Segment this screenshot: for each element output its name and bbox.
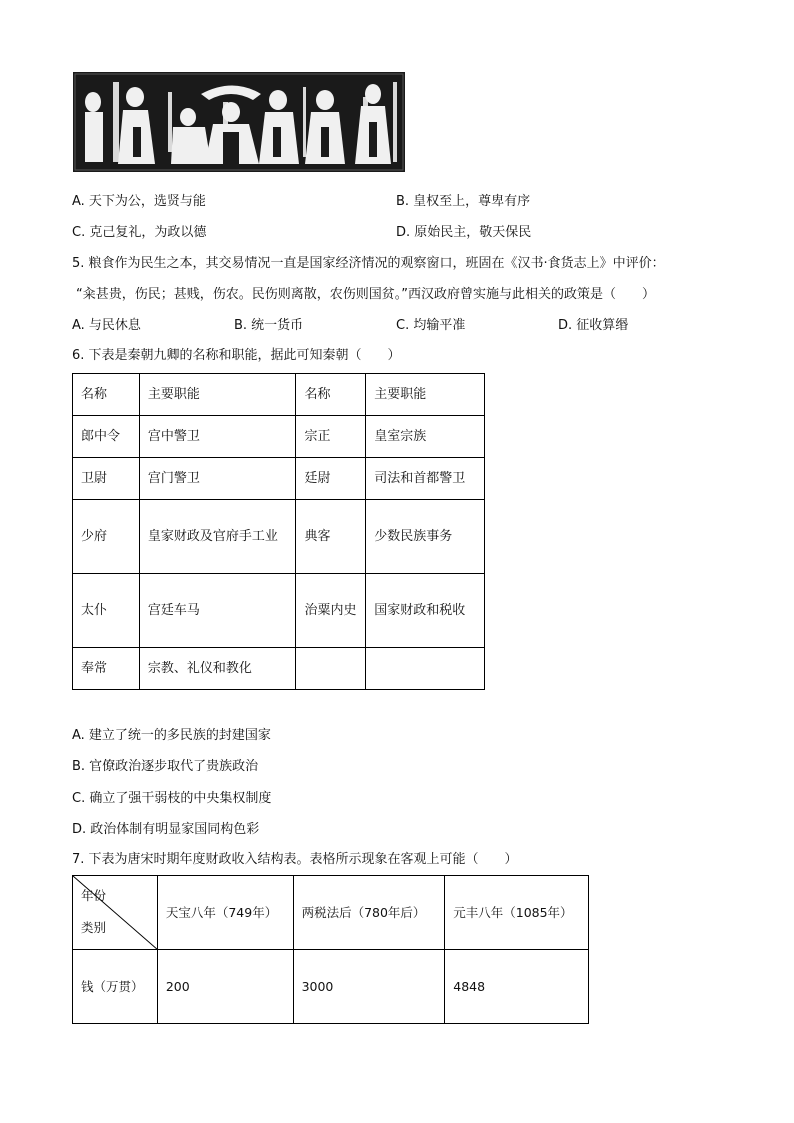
- table-cell: 治粟内史: [296, 574, 366, 648]
- table-header-cell: 主要职能: [366, 374, 485, 416]
- q7-stem: 7. 下表为唐宋时期年度财政收入结构表。表格所示现象在客观上可能（ ）: [72, 852, 518, 867]
- corner-bottom-label: 类别: [81, 920, 107, 935]
- q6-option-d: D. 政治体制有明显家国同构色彩: [72, 822, 260, 837]
- q6-option-a: A. 建立了统一的多民族的封建国家: [72, 728, 271, 743]
- table-header-cell: 名称: [73, 374, 140, 416]
- table-row: [73, 950, 589, 1024]
- table-header-row: [73, 374, 485, 416]
- table-cell: 少府: [73, 500, 140, 574]
- table-row-label: 钱（万贯）: [73, 950, 158, 1024]
- diagonal-header-cell: [73, 876, 158, 950]
- q6-option-b: B. 官僚政治逐步取代了贵族政治: [72, 759, 259, 774]
- table-cell: 宫廷车马: [139, 574, 296, 648]
- q4-option-a: A. 天下为公，选贤与能: [72, 194, 206, 209]
- table-cell: 太仆: [73, 574, 140, 648]
- table-row: [73, 416, 485, 458]
- table-header-cell: 天宝八年（749年）: [157, 876, 293, 950]
- q4-option-d: D. 原始民主，敬天保民: [396, 225, 532, 240]
- table-header-cell: 主要职能: [139, 374, 296, 416]
- corner-top-label: 年份: [81, 888, 107, 903]
- table-row: [73, 648, 485, 690]
- table-cell: 奉常: [73, 648, 140, 690]
- q6-stem: 6. 下表是秦朝九卿的名称和职能，据此可知秦朝（ ）: [72, 348, 401, 363]
- table-cell: 皇室宗族: [366, 416, 485, 458]
- table-row: [73, 458, 485, 500]
- table-cell: 国家财政和税收: [366, 574, 485, 648]
- table-header-cell: 两税法后（780年后）: [293, 876, 445, 950]
- table-cell: 皇家财政及官府手工业: [139, 500, 296, 574]
- table-cell: 廷尉: [296, 458, 366, 500]
- table-header-cell: 元丰八年（1085年）: [445, 876, 589, 950]
- table-cell: 宗正: [296, 416, 366, 458]
- table-header-cell: 名称: [296, 374, 366, 416]
- q5-option-b: B. 统一货币: [234, 318, 304, 333]
- table-cell: 宫中警卫: [139, 416, 296, 458]
- q5-option-a: A. 与民休息: [72, 318, 141, 333]
- table-cell: 宫门警卫: [139, 458, 296, 500]
- q6-option-c: C. 确立了强干弱枝的中央集权制度: [72, 791, 272, 806]
- table-header-row: [73, 876, 589, 950]
- q4-option-b: B. 皇权至上，尊卑有序: [396, 194, 531, 209]
- table-row: [73, 574, 485, 648]
- table-cell: 卫尉: [73, 458, 140, 500]
- table-cell: 200: [157, 950, 293, 1024]
- q5-stem-line1: 5. 粮食作为民生之本，其交易情况一直是国家经济情况的观察窗口，班固在《汉书·食货志上》中评价：: [72, 256, 665, 271]
- stone-rubbing-image: [73, 72, 405, 172]
- table-cell: 典客: [296, 500, 366, 574]
- q6-table: [72, 373, 485, 690]
- table-cell: 3000: [293, 950, 445, 1024]
- q4-option-c: C. 克己复礼，为政以德: [72, 225, 207, 240]
- table-cell: 宗教、礼仪和教化: [139, 648, 296, 690]
- table-cell: 司法和首都警卫: [366, 458, 485, 500]
- table-cell: 4848: [445, 950, 589, 1024]
- table-cell: 少数民族事务: [366, 500, 485, 574]
- table-cell: 郎中令: [73, 416, 140, 458]
- table-row: [73, 500, 485, 574]
- q7-table: [72, 875, 589, 1024]
- table-cell: [366, 648, 485, 690]
- table-cell: [296, 648, 366, 690]
- q5-option-c: C. 均输平准: [396, 318, 466, 333]
- q5-stem-line2: “籴甚贵，伤民；甚贱，伤农。民伤则离散，农伤则国贫。”西汉政府曾实施与此相关的政策是（ ）: [76, 287, 655, 302]
- q5-option-d: D. 征收算缗: [558, 318, 629, 333]
